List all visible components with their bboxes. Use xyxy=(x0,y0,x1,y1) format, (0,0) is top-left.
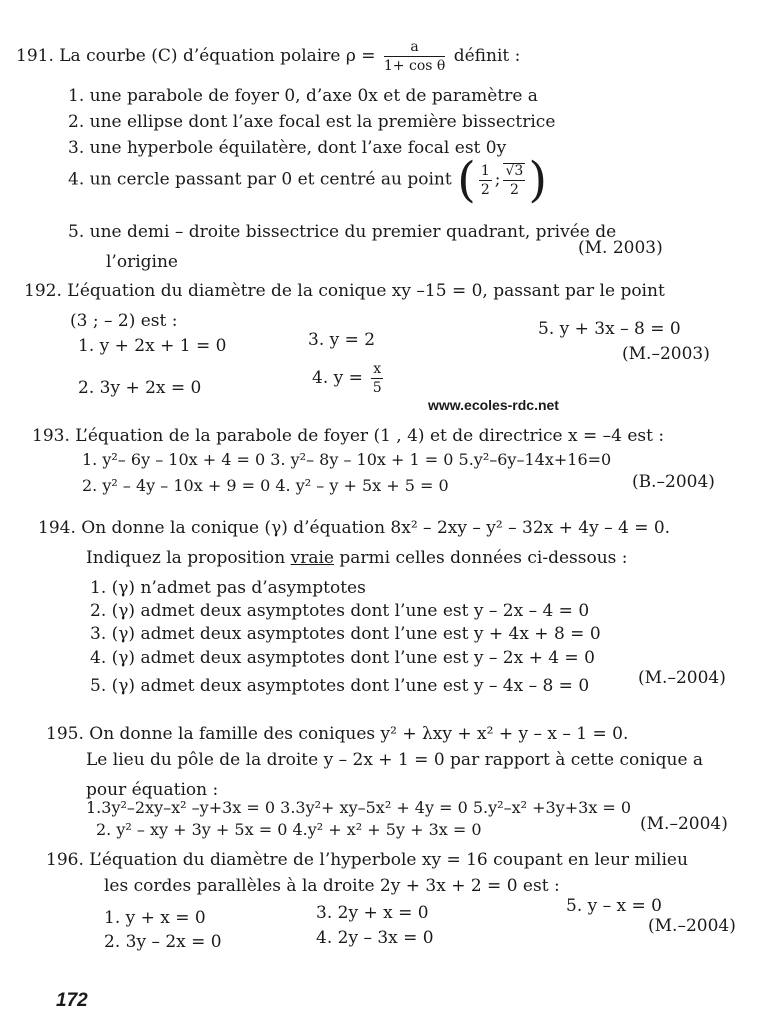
q192-fraction-den: 5 xyxy=(372,380,382,396)
q195-options-row-1: 1.3y²–2xy–x² –y+3x = 0 3.3y²+ xy–5x² + 4y = 0 5.y²–x² +3y+3x = 0 xyxy=(86,798,632,817)
q191-option-2: 2. une ellipse dont l’axe focal est la première bissectrice xyxy=(68,112,556,132)
q192-option-3: 3. y = 2 xyxy=(308,330,376,350)
q195-stem-3: pour équation : xyxy=(86,780,219,800)
q194-option-3: 3. (γ) admet deux asymptotes dont l’une est y + 4x + 8 = 0 xyxy=(90,624,601,644)
q194-option-2: 2. (γ) admet deux asymptotes dont l’une est y – 2x – 4 = 0 xyxy=(90,601,590,621)
q196-option-5: 5. y – x = 0 xyxy=(566,896,662,916)
q192-fraction xyxy=(371,362,383,395)
q191-option-3: 3. une hyperbole équilatère, dont l’axe focal est 0y xyxy=(68,138,507,158)
q191-option-4 xyxy=(68,152,548,208)
q192-fraction-num: x xyxy=(373,361,382,377)
q191-option-5-line1: 5. une demi – droite bissectrice du premier quadrant, privée de xyxy=(68,222,617,242)
q194-source: (M.–2004) xyxy=(638,668,726,688)
point-x-fraction xyxy=(479,164,492,197)
q191-fraction xyxy=(384,40,445,73)
q192-option-1: 1. y + 2x + 1 = 0 xyxy=(78,336,227,356)
q194-stem: 194. On donne la conique (γ) d’équation 8x² – 2xy – y² – 32x + 4y – 4 = 0. xyxy=(38,518,671,538)
q192-option-2: 2. 3y + 2x = 0 xyxy=(78,378,202,398)
q192-option-4 xyxy=(312,362,386,395)
q196-option-1: 1. y + x = 0 xyxy=(104,908,206,928)
q191-stem-end: définit : xyxy=(453,46,521,66)
q193-source: (B.–2004) xyxy=(632,472,715,492)
q192-option-5: 5. y + 3x – 8 = 0 xyxy=(538,319,681,339)
q192-option-4-text: 4. y = xyxy=(312,368,363,388)
q194-underlined-word: vraie xyxy=(290,548,334,568)
q196-stem-2: les cordes parallèles à la droite 2y + 3x + 2 = 0 est : xyxy=(104,876,560,896)
q191-fraction-den: 1+ cos θ xyxy=(383,58,446,74)
website-watermark: www.ecoles-rdc.net xyxy=(428,397,559,413)
q191-option-1: 1. une parabole de foyer 0, d’axe 0x et de paramètre a xyxy=(68,86,538,106)
page-number: 172 xyxy=(56,990,88,1011)
q193-options-row-1: 1. y²– 6y – 10x + 4 = 0 3. y²– 8y – 10x + 1 = 0 5.y²–6y–14x+16=0 xyxy=(82,450,612,469)
q195-source: (M.–2004) xyxy=(640,814,728,834)
q191-option-5-line2: l’origine xyxy=(106,252,178,272)
q192-stem: 192. L’équation du diamètre de la conique xy –15 = 0, passant par le point xyxy=(24,281,665,301)
q193-stem: 193. L’équation de la parabole de foyer (1 , 4) et de directrice x = –4 est : xyxy=(32,426,665,446)
q193-options-row-2: 2. y² – 4y – 10x + 9 = 0 4. y² – y + 5x + 5 = 0 xyxy=(82,476,449,495)
q196-option-3: 3. 2y + x = 0 xyxy=(316,903,429,923)
q191-number: 191. xyxy=(16,46,54,66)
q194-option-1: 1. (γ) n’admet pas d’asymptotes xyxy=(90,578,366,598)
point-separator: ; xyxy=(494,169,501,190)
q194-option-4: 4. (γ) admet deux asymptotes dont l’une est y – 2x + 4 = 0 xyxy=(90,648,595,668)
q191-stem xyxy=(16,40,520,73)
q196-option-2: 2. 3y – 2x = 0 xyxy=(104,932,222,952)
q191-option-4-text: 4. un cercle passant par 0 et centré au point xyxy=(68,169,452,190)
left-paren: ( xyxy=(457,152,476,208)
q191-stem-text: La courbe (C) d’équation polaire ρ = xyxy=(59,46,376,66)
q195-options-row-2: 2. y² – xy + 3y + 5x = 0 4.y² + x² + 5y + 3x = 0 xyxy=(96,820,482,839)
q196-stem: 196. L’équation du diamètre de l’hyperbole xy = 16 coupant en leur milieu xyxy=(46,850,688,870)
q195-stem-2: Le lieu du pôle de la droite y – 2x + 1 = 0 par rapport à cette conique a xyxy=(86,750,704,770)
q194-stem-2-end: parmi celles données ci-dessous : xyxy=(333,548,628,568)
q195-stem: 195. On donne la famille des coniques y² + λxy + x² + y – x – 1 = 0. xyxy=(46,724,629,744)
q194-option-5: 5. (γ) admet deux asymptotes dont l’une est y – 4x – 8 = 0 xyxy=(90,676,590,696)
q194-stem-2 xyxy=(86,550,628,567)
q194-stem-2-start: Indiquez la proposition xyxy=(86,548,291,568)
q191-source: (M. 2003) xyxy=(578,238,663,258)
q191-fraction-num: a xyxy=(384,40,445,57)
point-y-num: √3 xyxy=(505,163,524,179)
point-y-den: 2 xyxy=(509,182,519,198)
point-x-den: 2 xyxy=(480,181,490,198)
point-x-num: 1 xyxy=(480,162,490,179)
q196-option-4: 4. 2y – 3x = 0 xyxy=(316,928,434,948)
point-y-fraction xyxy=(503,163,525,197)
right-paren: ) xyxy=(528,152,548,208)
q192-stem-2: (3 ; – 2) est : xyxy=(70,311,178,331)
q196-source: (M.–2004) xyxy=(648,916,736,936)
q192-source: (M.–2003) xyxy=(622,344,710,364)
